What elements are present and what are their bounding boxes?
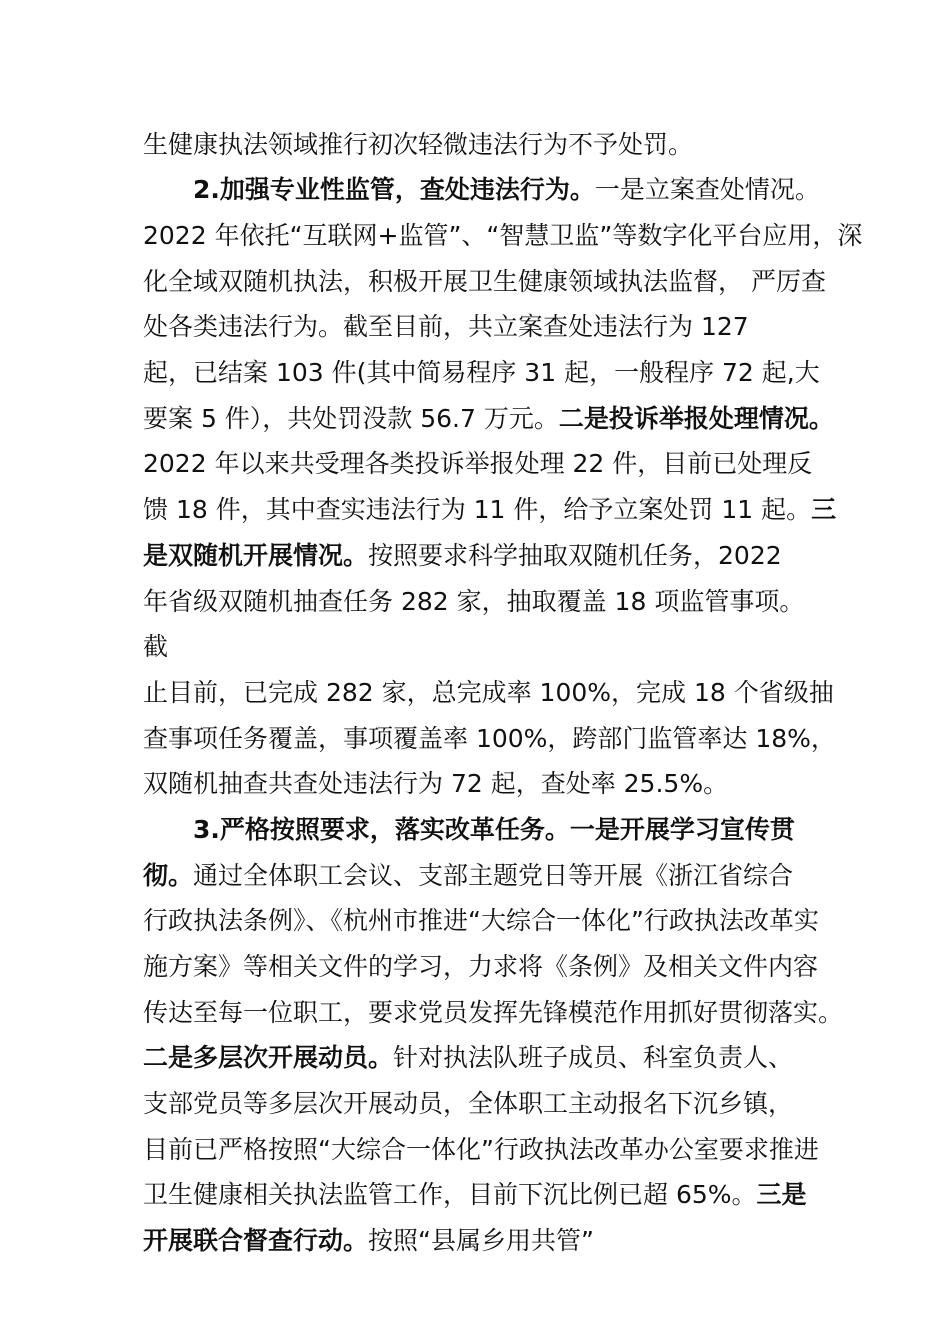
text-line (143, 534, 782, 578)
text-segment: 年省级双随机抽查任务 282 家，抽取覆盖 18 项监管事项。 (143, 587, 805, 616)
bold-text-segment: 3.严格按照要求，落实改革任务。一是开展学习宣传贯 (193, 815, 795, 844)
text-segment: 截 (143, 632, 169, 661)
text-line (143, 717, 836, 761)
text-line (143, 762, 728, 806)
text-segment: 化全域双随机执法，积极开展卫生健康领域执法监督， 严厉查 (143, 267, 826, 296)
text-line (143, 305, 749, 349)
bold-text-segment: 三 (811, 495, 837, 524)
text-line (143, 945, 818, 989)
text-line (143, 1128, 819, 1172)
text-line (143, 123, 693, 167)
text-line (143, 1036, 793, 1080)
text-segment: 起，已结案 103 件(其中简易程序 31 起，一般程序 72 起,大 (143, 358, 820, 387)
text-segment: 一是立案查处情况。 (594, 175, 820, 204)
text-segment: 要案 5 件），共处罚没款 56.7 万元。 (143, 404, 559, 433)
bold-text-segment: 三是 (756, 1180, 807, 1209)
text-segment: 处各类违法行为。截至目前，共立案查处违法行为 127 (143, 312, 749, 341)
text-line (143, 260, 826, 304)
bold-text-segment: 2.加强专业性监管，查处违法行为。 (193, 175, 595, 204)
text-line (143, 899, 819, 943)
text-line (143, 854, 793, 898)
text-segment: 目前已严格按照“大综合一体化”行政执法改革办公室要求推进 (143, 1135, 819, 1164)
text-segment: 查事项任务覆盖，事项覆盖率 100%，跨部门监管率达 18%， (143, 724, 836, 753)
text-segment: 施方案》等相关文件的学习，力求将《条例》及相关文件内容 (143, 952, 819, 981)
text-segment: 针对执法队班子成员、科室负责人、 (393, 1043, 794, 1072)
text-line (143, 397, 834, 441)
text-segment: 止目前，已完成 282 家，总完成率 100%，完成 18 个省级抽 (143, 678, 834, 707)
text-segment: 按照要求科学抽取双随机任务，2022 (368, 541, 782, 570)
text-segment: 支部党员等多层次开展动员，全体职工主动报名下沉乡镇， (143, 1089, 794, 1118)
text-line (143, 442, 812, 486)
text-segment: 生健康执法领域推行初次轻微违法行为不予处罚。 (143, 130, 694, 159)
text-line (143, 625, 168, 669)
bold-text-segment: 彻。 (143, 861, 194, 890)
bold-text-segment: 二是多层次开展动员。 (143, 1043, 394, 1072)
text-line (143, 488, 836, 532)
text-line (143, 1082, 793, 1126)
text-line (143, 1219, 594, 1263)
text-segment: 馈 18 件，其中查实违法行为 11 件，给予立案处罚 11 起。 (143, 495, 812, 524)
bold-text-segment: 二是投诉举报处理情况。 (558, 404, 834, 433)
bold-text-segment: 开展联合督查行动。 (143, 1226, 369, 1255)
text-segment: 按照“县属乡用共管” (368, 1226, 594, 1255)
text-line (193, 168, 820, 212)
text-segment: 通过全体职工会议、支部主题党日等开展《浙江省综合 (193, 861, 794, 890)
text-segment: 行政执法条例》、《杭州市推进“大综合一体化”行政执法改革实 (143, 906, 819, 935)
text-segment: 2022 年依托“互联网+监管”、“智慧卫监”等数字化平台应用，深 (143, 221, 863, 250)
text-segment: 卫生健康相关执法监管工作，目前下沉比例已超 65%。 (143, 1180, 757, 1209)
text-line (193, 808, 795, 852)
text-line (143, 214, 862, 258)
bold-text-segment: 是双随机开展情况。 (143, 541, 369, 570)
text-segment: 传达至每一位职工，要求党员发挥先锋模范作用抓好贯彻落实。 (143, 998, 844, 1027)
text-line (143, 671, 834, 715)
text-segment: 双随机抽查共查处违法行为 72 起，查处率 25.5%。 (143, 769, 729, 798)
text-segment: 2022 年以来共受理各类投诉举报处理 22 件，目前已处理反 (143, 449, 813, 478)
text-line (143, 1173, 807, 1217)
text-line (143, 580, 804, 624)
text-line (143, 991, 843, 1035)
text-line (143, 351, 820, 395)
